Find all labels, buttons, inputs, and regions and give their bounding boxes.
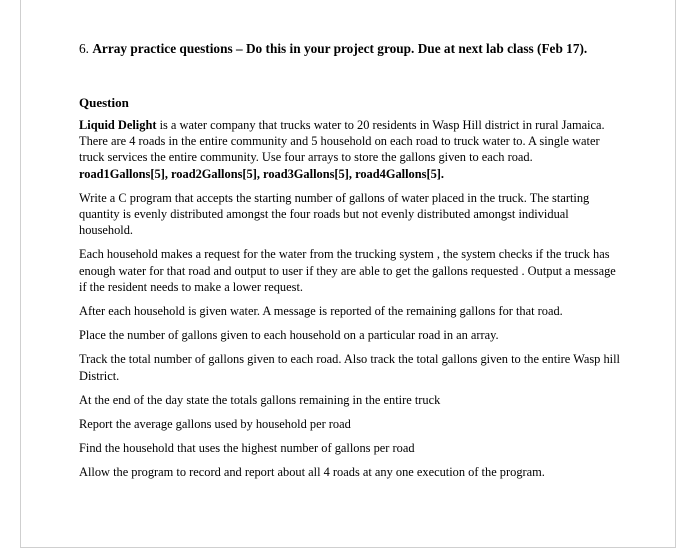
paragraph-track-totals: Track the total number of gallons given to each road. Also track the total gallons given to the entire Wasp hill District. bbox=[79, 352, 620, 383]
paragraph-highest-household: Find the household that uses the highest number of gallons per road bbox=[79, 441, 415, 456]
intro-paragraph bbox=[79, 117, 624, 182]
company-name: Liquid Delight bbox=[79, 118, 157, 132]
question-body bbox=[79, 117, 624, 489]
assignment-heading bbox=[79, 40, 659, 58]
paragraph-remaining-gallons: After each household is given water. A message is reported of the remaining gallons for that road. bbox=[79, 304, 563, 319]
paragraph-end-of-day: At the end of the day state the totals gallons remaining in the entire truck bbox=[79, 392, 441, 407]
question-label: Question bbox=[79, 95, 129, 110]
intro-text: is a water company that trucks water to 20 residents in Wasp Hill district in rural Jamaica. There are 4 roads in the entire community and 5 household on each road to truck water to. A single water truck services the entire community. Use four arrays to store the gallons given to each road. bbox=[79, 118, 605, 165]
paragraph-household-request: Each household makes a request for the water from the trucking system , the system checks if the truck has enough water for that road and output to user if they are able to get the gallons requested . Output a message if the resident needs to make a lower request. bbox=[79, 247, 616, 294]
heading-number: 6. bbox=[79, 41, 89, 56]
array-names: road1Gallons[5], road2Gallons[5], road3Gallons[5], road4Gallons[5]. bbox=[79, 166, 444, 181]
paragraph-program-input: Write a C program that accepts the starting number of gallons of water placed in the truck. The starting quantity is evenly distributed amongst the four roads but not evenly distributed amongst individual household. bbox=[79, 190, 590, 238]
heading-text: Array practice questions – Do this in your project group. Due at next lab class (Feb 17). bbox=[92, 41, 588, 56]
paragraph-all-roads: Allow the program to record and report about all 4 roads at any one execution of the program. bbox=[79, 465, 545, 480]
paragraph-array-storage: Place the number of gallons given to each household on a particular road in an array. bbox=[79, 328, 499, 343]
paragraph-average: Report the average gallons used by household per road bbox=[79, 417, 351, 432]
